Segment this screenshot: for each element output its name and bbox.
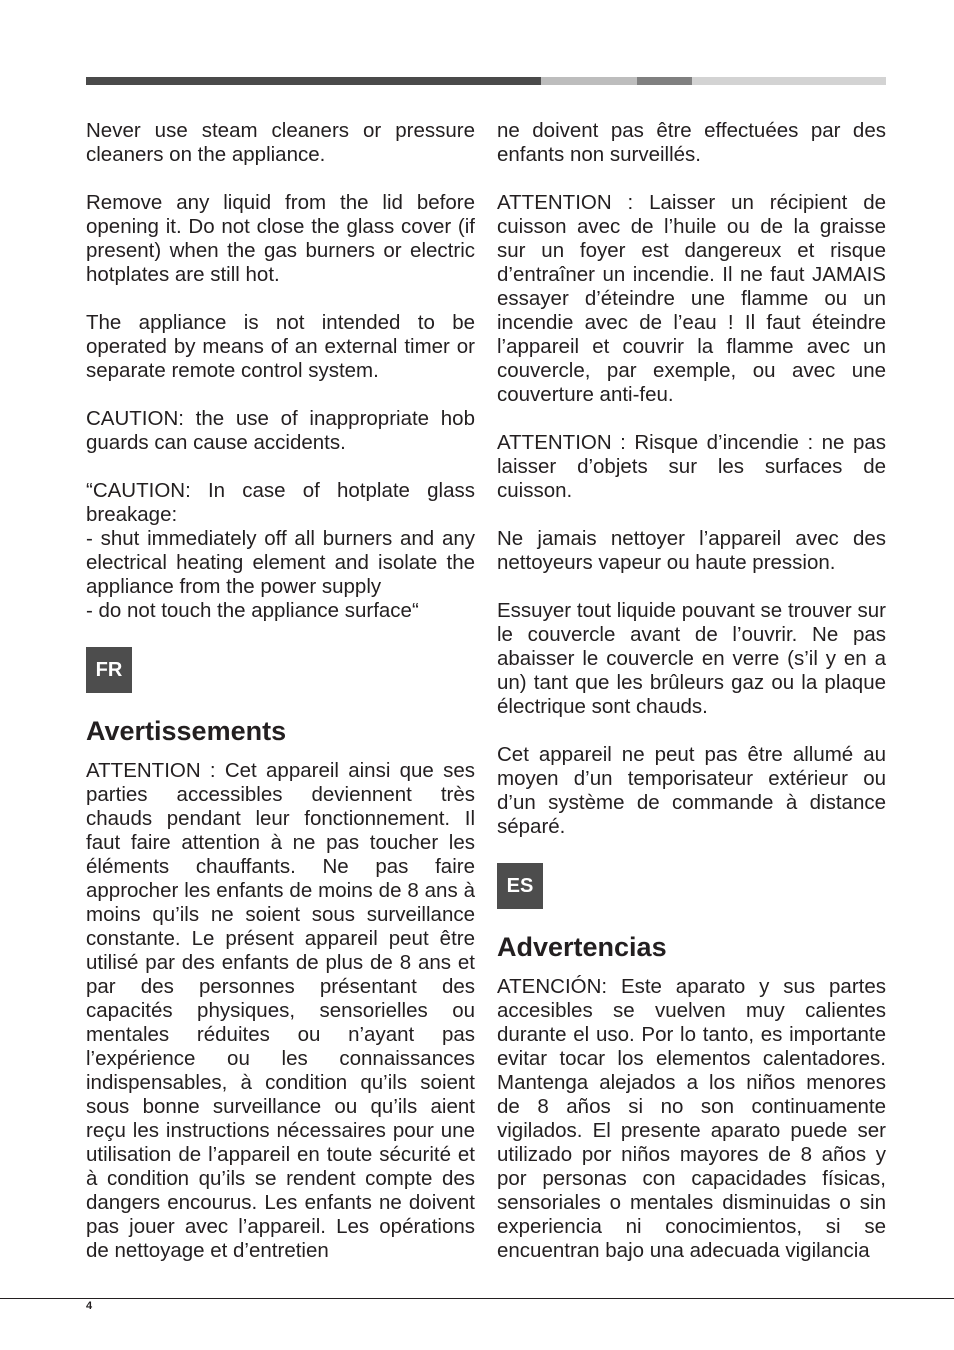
paragraph-external-timer: The appliance is not intended to be operated by means of an external timer or separate remote control system. <box>86 311 475 382</box>
header-color-bar <box>86 77 886 85</box>
header-bar-segment-light <box>541 77 637 85</box>
paragraph-glass-breakage: “CAUTION: In case of hotplate glass breakage: - shut immediately off all burners and any electrical heating element and isolate the appliance from the power supply - do not touch the appliance surface“ <box>86 479 475 622</box>
left-column <box>86 119 475 1287</box>
header-bar-segment-mid <box>637 77 692 85</box>
paragraph-fr-oil-fire: ATTENTION : Laisser un récipient de cuisson avec de l’huile ou de la graisse sur un foyer est dangereux et risque d’entraîner un incendie. Il ne faut JAMAIS essayer d’éteindre une flamme ou un incendie avec de l’eau ! Il faut éteindre l’appareil et couvrir la flamme avec un couvercle, par exemple, ou avec une couverture anti-feu. <box>497 191 886 406</box>
paragraph-remove-liquid: Remove any liquid from the lid before opening it. Do not close the glass cover (if present) when the gas burners or electric hotplates are still hot. <box>86 191 475 286</box>
language-badge-es: ES <box>497 863 543 909</box>
paragraph-fr-children: ne doivent pas être effectuées par des enfants non surveillés. <box>497 119 886 166</box>
header-bar-segment-dark <box>86 77 541 85</box>
page-number: 4 <box>86 1300 93 1312</box>
paragraph-fr-timer: Cet appareil ne peut pas être allumé au moyen d’un temporisateur extérieur ou d’un système de commande à distance séparé. <box>497 743 886 838</box>
paragraph-es-warning: ATENCIÓN: Este aparato y sus partes accesibles se vuelven muy calientes durante el uso. Por lo tanto, es importante evitar tocar los elementos calentadores. Mantenga alejados a los niños menores de 8 años si no son continuamente vigilados. El presente aparato puede ser utilizado por niños mayores de 8 años y por personas con capacidades físicas, sensoriales o mentales disminuidas o sin experiencia ni conocimientos, si se encuentran bajo una adecuada vigilancia <box>497 975 886 1262</box>
paragraph-steam-cleaners: Never use steam cleaners or pressure cleaners on the appliance. <box>86 119 475 166</box>
header-bar-segment-pale <box>692 77 886 85</box>
paragraph-fr-steam: Ne jamais nettoyer l’appareil avec des nettoyeurs vapeur ou haute pression. <box>497 527 886 574</box>
paragraph-fr-lid: Essuyer tout liquide pouvant se trouver sur le couvercle avant de l’ouvrir. Ne pas abaisser le couvercle en verre (s’il y en a un) tant que les brûleurs gaz ou la plaque électrique sont chauds. <box>497 599 886 718</box>
paragraph-hob-guards: CAUTION: the use of inappropriate hob guards can cause accidents. <box>86 407 475 454</box>
paragraph-fr-fire-risk: ATTENTION : Risque d’incendie : ne pas laisser d’objets sur les surfaces de cuisson. <box>497 431 886 502</box>
footer-rule <box>0 1298 954 1299</box>
language-badge-fr: FR <box>86 647 132 693</box>
right-column <box>497 119 886 1287</box>
section-heading-fr: Avertissements <box>86 716 287 746</box>
section-heading-es: Advertencias <box>497 932 667 962</box>
paragraph-fr-warning: ATTENTION : Cet appareil ainsi que ses parties accessibles deviennent très chauds pendant leur fonctionnement. Il faut faire attention à ne pas toucher les éléments chauffants. Ne pas faire approcher les enfants de moins de 8 ans à moins qu’ils ne soient sous surveillance constante. Le présent appareil peut être utilisé par des enfants de plus de 8 ans et par des personnes présentant des capacités physiques, sensorielles ou mentales réduites ou n’ayant pas l’expérience ou les connaissances indispensables, à condition qu’ils soient sous bonne surveillance ou qu’ils aient reçu les instructions nécessaires pour une utilisation de l’appareil en toute sécurité et à condition qu’ils se rendent compte des dangers encourus. Les enfants ne doivent pas jouer avec l’appareil. Les opérations de nettoyage et d’entretien <box>86 759 475 1262</box>
